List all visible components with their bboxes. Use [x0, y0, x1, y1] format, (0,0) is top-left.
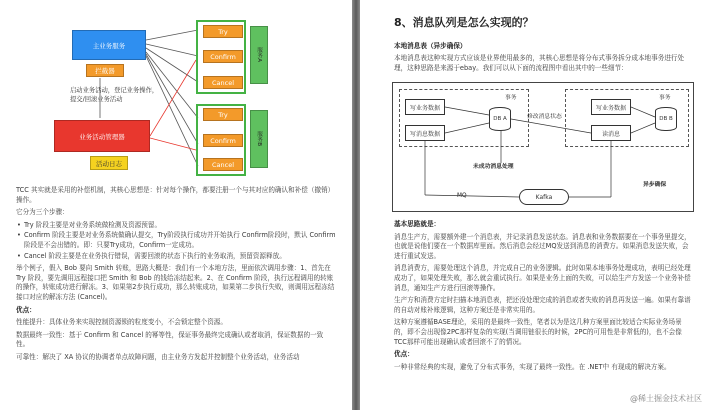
basic-title: 基本思路就是：: [394, 220, 441, 228]
read-message-label: 读消息: [601, 130, 620, 138]
intro-paragraph: TCC 其实就是采用的补偿机制，其核心思想是：针对每个操作，都要注册一个与其对应的确认和补偿（撤销）操作。: [16, 186, 335, 204]
pros-title: 优点：: [16, 305, 36, 314]
stage-item: • Cancel 阶段主要是在业务执行错误，需要回滚的状态下执行的业务取消，预留资源释放。: [16, 252, 336, 262]
message-diagram-arrows: [393, 83, 695, 213]
message-table-diagram: [392, 82, 694, 212]
db-a-label: DB A: [493, 116, 507, 122]
confirm-box-1: [203, 50, 243, 63]
activity-log-label: 活动日志: [96, 159, 122, 168]
book-gutter: [352, 0, 360, 410]
pro-reliability: 可靠性：解决了 XA 协议的协调者单点故障问题，由主业务方发起并控制整个业务活动，业务活动: [16, 352, 300, 361]
stage-item: • Try 阶段主要是对业务系统做检测及资源预留。: [16, 221, 336, 231]
main-service-label: 主业务服务: [92, 41, 126, 50]
example-paragraph: 举个例子，假入 Bob 要向 Smith 转账，思路大概是：我们有一个本地方法，里面依次调用步骤：1、首先在 Try 阶段，要先调用远程接口把 Smith 和 Bob 的钱给冻结起来。2、在 Confirm 阶段，执行远程调用的转账的操作，转账成功进行解冻。3、如果第2步执行成功，那么转账成功，如果第二步执行失败，则调用远程冻结接口对应的解冻方法 (Cancel)。: [16, 264, 335, 301]
basic-para-1: 消息生产方，需要额外建一个消息表，并记录消息发送状态。消息表和业务数据要在一个事务里提交，也就是说他们要在一个数据库里面。然后消息会经过MQ发送到消息的消费方。如果消息发送失败，会进行重试发送。: [394, 232, 691, 260]
confirm-label-2: Confirm: [210, 136, 236, 145]
pro-performance: 性能提升：具体业务来实现控制资源锁的粒度变小，不会锁定整个资源。: [16, 318, 227, 327]
write-business-right-label: 写业务数据: [595, 104, 626, 112]
right-page: [360, 0, 712, 410]
cancel-label-1: Cancel: [211, 78, 235, 87]
basic-para-4: 这种方案遵循BASE理论，采用的是最终一致性，笔者以为是这几种方案里面比较适合实际业务场景的，即不会出现像2PC那样复杂的实现(当调用链很长的时候，2PC的可用性是非常低的)，也不会像TCC那样可能出现确认或者回滚不了的情况。: [394, 318, 682, 346]
service-a-label: 服务A: [256, 47, 262, 63]
cancel-box-1: [203, 76, 243, 89]
write-business-label: 写业务数据: [409, 104, 440, 112]
write-message-label: 写消息数据: [409, 130, 440, 138]
cancel-label-2: Cancel: [211, 160, 235, 169]
left-transaction-label: 事务: [505, 95, 517, 101]
try-label-1: Try: [218, 27, 228, 36]
service-b-label: 服务B: [256, 131, 262, 147]
intercept-label: 拦截器: [95, 67, 115, 75]
confirm-label-1: Confirm: [210, 52, 236, 61]
basic-para-2: 消息消费方，需要处理这个消息，并完成自己的业务逻辑。此时如果本地事务处理成功，表明已经处理成功了，如果处理失败，那么就会重试执行。如果是业务上面的失败，可以给生产方发送一个业务补偿消息，通知生产方进行回滚等操作。: [394, 264, 691, 292]
stages-title: 它分为三个步骤：: [16, 208, 69, 217]
pro-right-1: 一种非常经典的实现，避免了分布式事务，实现了最终一致性。在 .NET中 有现成的解决方案。: [394, 362, 671, 371]
modify-status-label: 修改消息状态: [527, 114, 562, 120]
service-a-box: [250, 26, 268, 84]
pros-title-right: 优点：: [394, 350, 414, 359]
left-body-text: [16, 186, 336, 366]
pro-consistency: 数据最终一致性：基于 Confirm 和 Cancel 的幂等性，保证事务最终完成确认或者取消，保证数据的一致性。: [16, 330, 324, 349]
stages-list: [16, 221, 336, 261]
stage-item: • Confirm 阶段主要是对业务系统做确认提交，Try阶段执行成功并开始执行 Confirm阶段时，默认 Confirm阶段是不会出错的。即：只要Try成功，Confirm一定成功。: [16, 231, 336, 250]
activity-note: 启动业务活动，登记业务操作，提交/回滚业务活动: [70, 87, 159, 103]
db-b-label: DB B: [659, 116, 673, 122]
left-page: [0, 0, 352, 410]
service-b-box: [250, 110, 268, 168]
right-body-text: [394, 220, 694, 375]
activity-manager-label: 业务活动管理器: [79, 132, 125, 141]
try-box-2: [203, 108, 243, 121]
async-label: 异步确保: [643, 182, 667, 188]
confirm-box-2: [203, 134, 243, 147]
kafka-label: Kafka: [535, 193, 553, 201]
sub-heading: 本地消息表（异步确保）: [394, 42, 467, 50]
right-transaction-label: 事务: [659, 95, 671, 101]
unfinished-label: 未成功消息处理: [473, 164, 514, 170]
diagram-arrows: [0, 0, 352, 190]
intro-paragraph-right: 本地消息表这种实现方式应该是业界使用最多的，其核心思想是将分布式事务拆分成本地事务进行处理，这种思路是来源于ebay。我们可以从下面的流程图中看出其中的一些细节：: [394, 54, 685, 72]
cancel-box-2: [203, 158, 243, 171]
try-label-2: Try: [218, 110, 228, 119]
try-box-1: [203, 25, 243, 38]
section-heading: 8、消息队列是怎么实现的？: [394, 16, 534, 29]
basic-para-3: 生产方和消费方定时扫描本地消息表，把还没处理完成的消息或者失败的消息再发送一遍。如果有靠谱的自动对账补账逻辑，这种方案还是非常实用的。: [394, 296, 691, 314]
watermark: @稀土掘金技术社区: [630, 394, 702, 403]
